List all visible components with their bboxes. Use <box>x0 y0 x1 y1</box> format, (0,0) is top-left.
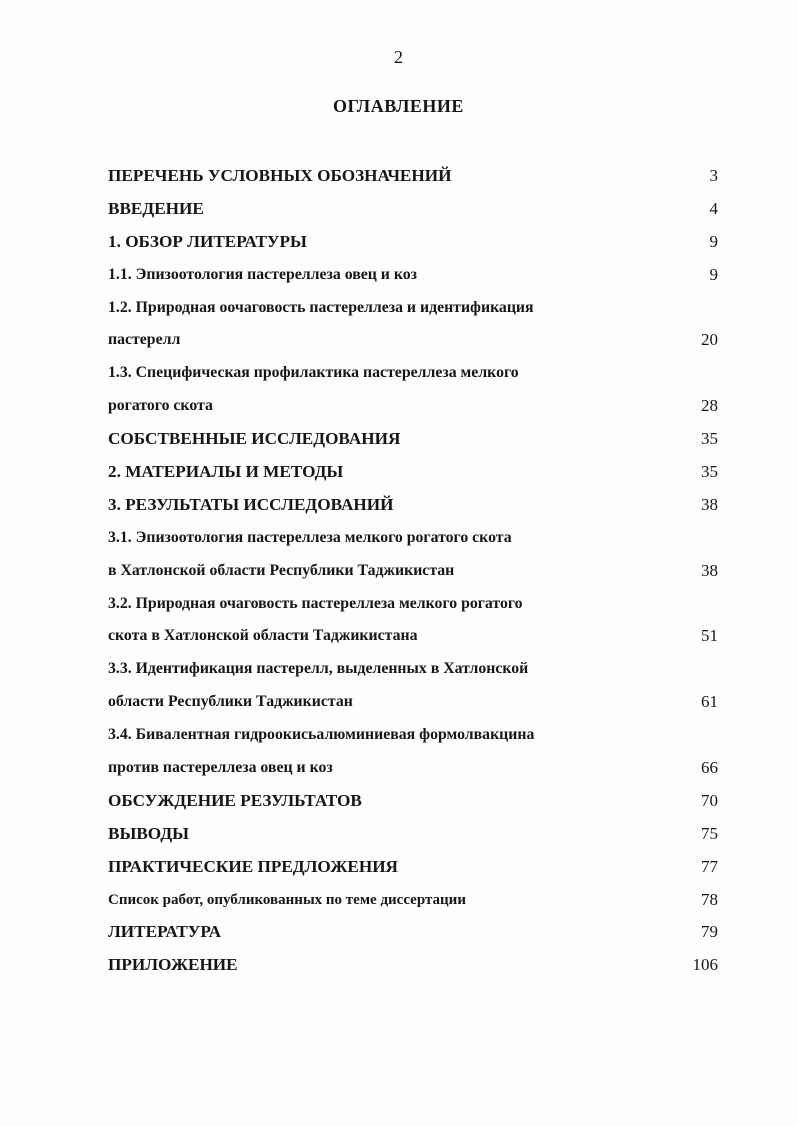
toc-entry-page: 4 <box>709 198 718 218</box>
toc-entry-text: ПРИЛОЖЕНИЕ <box>108 955 238 975</box>
toc-entry-text: 1.2. Природная оочаговость пастереллеза и идентификация <box>108 298 534 316</box>
toc-entry-text: ВЫВОДЫ <box>108 823 190 843</box>
toc-entry-text: ОБСУЖДЕНИЕ РЕЗУЛЬТАТОВ <box>108 790 362 810</box>
toc-entry-text: 2. МАТЕРИАЛЫ И МЕТОДЫ <box>108 462 344 482</box>
toc-entry-page: 106 <box>692 955 718 975</box>
toc-entry-page: 35 <box>701 429 718 449</box>
toc-entry-page: 79 <box>701 922 718 942</box>
toc-entry <box>108 489 718 522</box>
toc-entry-text: в Хатлонской области Республики Таджикистан <box>108 561 455 579</box>
toc-entry-page: 28 <box>701 396 718 416</box>
toc-entry-text: 3.3. Идентификация пастерелл, выделенных в Хатлонской <box>108 660 529 678</box>
toc-entry-text: 3. РЕЗУЛЬТАТЫ ИССЛЕДОВАНИЙ <box>108 494 394 514</box>
toc-entry <box>108 851 718 884</box>
toc-entry-page: 9 <box>709 231 718 251</box>
toc-entry-text: СОБСТВЕННЫЕ ИССЛЕДОВАНИЯ <box>108 429 401 449</box>
toc-entry <box>108 653 718 686</box>
toc-entry <box>108 752 718 785</box>
toc-entry-page: 38 <box>701 560 718 580</box>
toc-entry <box>108 423 718 456</box>
toc-title: ОГЛАВЛЕНИЕ <box>333 96 464 116</box>
toc-entry <box>108 160 718 193</box>
toc-entry <box>108 719 718 752</box>
toc-entry-text: ПРАКТИЧЕСКИЕ ПРЕДЛОЖЕНИЯ <box>108 856 398 876</box>
toc-entry <box>108 226 718 259</box>
toc-entry-page: 61 <box>701 692 718 712</box>
toc-entry-page: 51 <box>701 626 718 646</box>
toc-entry-text: Список работ, опубликованных по теме диссертации <box>108 891 466 908</box>
toc-entry <box>108 620 718 653</box>
toc-entry-text: 1.3. Специфическая профилактика пастереллеза мелкого <box>108 364 519 382</box>
toc-entry-text: ПЕРЕЧЕНЬ УСЛОВНЫХ ОБОЗНАЧЕНИЙ <box>108 166 452 185</box>
toc-entry <box>108 884 718 917</box>
table-of-contents <box>108 160 718 982</box>
toc-entry-text: 3.4. Бивалентная гидроокисьалюминиевая формолвакцина <box>108 726 535 744</box>
toc-entry-text: 3.2. Природная очаговость пастереллеза мелкого рогатого <box>108 594 523 612</box>
toc-entry <box>108 686 718 719</box>
toc-entry <box>108 390 718 423</box>
toc-entry <box>108 949 718 982</box>
toc-entry-page: 66 <box>701 758 718 778</box>
toc-entry <box>108 916 718 949</box>
toc-entry-text: рогатого скота <box>108 397 213 415</box>
toc-entry-text: 3.1. Эпизоотология пастереллеза мелкого рогатого скота <box>108 528 512 546</box>
toc-entry <box>108 818 718 851</box>
toc-entry <box>108 324 718 357</box>
toc-entry <box>108 555 718 588</box>
toc-entry <box>108 357 718 390</box>
page-number: 2 <box>394 47 403 67</box>
toc-entry <box>108 259 718 292</box>
toc-entry-page: 35 <box>701 462 718 482</box>
toc-entry <box>108 193 718 226</box>
toc-entry <box>108 588 718 621</box>
toc-entry <box>108 785 718 818</box>
toc-entry-text: 1. ОБЗОР ЛИТЕРАТУРЫ <box>108 231 307 251</box>
toc-entry <box>108 456 718 489</box>
toc-entry-text: области Республики Таджикистан <box>108 693 353 711</box>
toc-entry-text: против пастереллеза овец и коз <box>108 759 333 777</box>
toc-entry-page: 3 <box>709 166 718 185</box>
toc-entry-text: скота в Хатлонской области Таджикистана <box>108 627 418 645</box>
toc-entry-text: ЛИТЕРАТУРА <box>108 922 222 942</box>
toc-entry-page: 78 <box>701 889 718 909</box>
toc-entry-text: пастерелл <box>108 331 181 349</box>
toc-entry <box>108 522 718 555</box>
toc-entry-page: 77 <box>701 856 718 876</box>
toc-entry-page: 38 <box>701 494 718 514</box>
toc-entry-page: 9 <box>709 264 718 284</box>
toc-entry-page: 70 <box>701 790 718 810</box>
toc-entry <box>108 292 718 325</box>
toc-entry-text: ВВЕДЕНИЕ <box>108 198 204 218</box>
toc-entry-text: 1.1. Эпизоотология пастереллеза овец и коз <box>108 265 417 283</box>
toc-entry-page: 75 <box>701 823 718 843</box>
toc-entry-page: 20 <box>701 330 718 350</box>
